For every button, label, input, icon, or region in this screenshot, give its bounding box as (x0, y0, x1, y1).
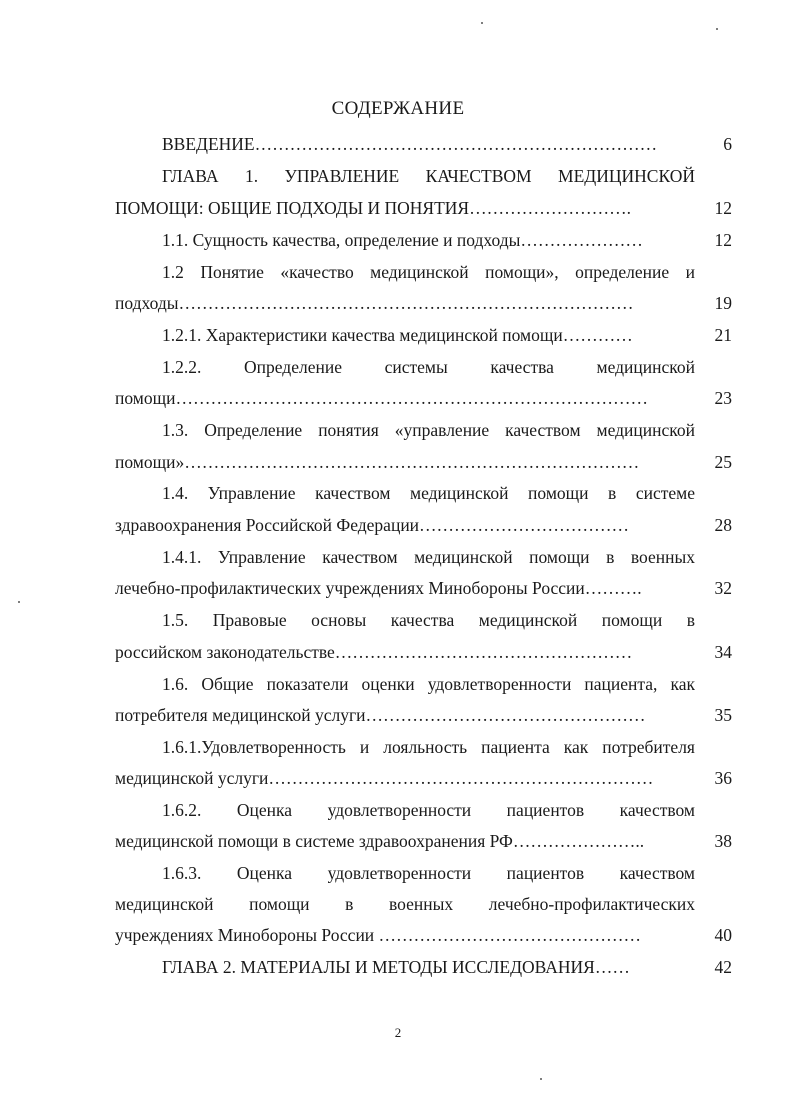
toc-entry-1-4: 1.4. Управление качеством медицинской помощи в системе (162, 483, 695, 503)
toc-entry-1-6-2: 1.6.2. Оценка удовлетворенности пациентов качеством (162, 800, 695, 820)
toc-entry-1-5: 1.5. Правовые основы качества медицинской помощи в (162, 610, 695, 630)
toc-page-number: 12 (714, 230, 732, 250)
toc-entry-1-6-1-cont: медицинской услуги………………………………………………………… (115, 768, 654, 788)
toc-page-number: 42 (714, 957, 732, 977)
toc-page-number: 12 (714, 198, 732, 218)
scan-speck (18, 601, 20, 603)
toc-entry-introduction: ВВЕДЕНИЕ…………………………………………………………… (162, 134, 658, 154)
toc-page-number: 34 (714, 642, 732, 662)
toc-page-number: 40 (714, 925, 732, 945)
toc-entry-1-6-cont: потребителя медицинской услуги………………………………………… (115, 705, 646, 725)
toc-entry-1-6-3-cont: медицинской помощи в военных лечебно-профилактических (115, 894, 695, 914)
toc-entry-1-6-3-cont2: учреждениях Минобороны России ……………………………………… (115, 925, 642, 945)
toc-entry-1-4-1-cont: лечебно-профилактических учреждениях Минобороны России………. (115, 578, 642, 598)
toc-page-number: 36 (714, 768, 732, 788)
toc-page-number: 28 (714, 515, 732, 535)
page-number: 2 (394, 1025, 402, 1040)
toc-entry-1-4-cont: здравоохранения Российской Федерации……………………………… (115, 515, 630, 535)
toc-page-number: 35 (714, 705, 732, 725)
toc-page-number: 21 (714, 325, 732, 345)
scan-speck (716, 28, 718, 30)
toc-entry-1-6-2-cont: медицинской помощи в системе здравоохранения РФ………………….. (115, 831, 645, 851)
toc-entry-1-2-2: 1.2.2. Определение системы качества медицинской (162, 357, 695, 377)
toc-entry-1-3: 1.3. Определение понятия «управление качеством медицинской (162, 420, 695, 440)
toc-entry-1-5-cont: российском законодательстве…………………………………………… (115, 642, 633, 662)
toc-entry-1-2-cont: подходы…………………………………………………………………… (115, 293, 634, 313)
toc-page-number: 38 (714, 831, 732, 851)
toc-entry-chapter-1-cont: ПОМОЩИ: ОБЩИЕ ПОДХОДЫ И ПОНЯТИЯ………………………. (115, 198, 631, 218)
toc-page-number: 23 (714, 388, 732, 408)
toc-entry-chapter-1: ГЛАВА 1. УПРАВЛЕНИЕ КАЧЕСТВОМ МЕДИЦИНСКОЙ (162, 166, 695, 186)
toc-entry-1-4-1: 1.4.1. Управление качеством медицинской помощи в военных (162, 547, 695, 567)
toc-entry-1-2-2-cont: помощи……………………………………………………………………… (115, 388, 648, 408)
toc-entry-1-6-3: 1.6.3. Оценка удовлетворенности пациентов качеством (162, 863, 695, 883)
toc-page-number: 25 (714, 452, 732, 472)
toc-entry-1-2: 1.2 Понятие «качество медицинской помощи», определение и (162, 262, 695, 282)
toc-entry-1-6: 1.6. Общие показатели оценки удовлетворенности пациента, как (162, 674, 695, 694)
page-title: СОДЕРЖАНИЕ (331, 98, 465, 119)
toc-page-number: 6 (723, 134, 732, 154)
toc-entry-1-1: 1.1. Сущность качества, определение и подходы………………… (162, 230, 643, 250)
toc-entry-chapter-2: ГЛАВА 2. МАТЕРИАЛЫ И МЕТОДЫ ИССЛЕДОВАНИЯ…… (162, 957, 630, 977)
toc-entry-1-3-cont: помощи»…………………………………………………………………… (115, 452, 640, 472)
scan-speck (540, 1078, 542, 1080)
scan-speck (481, 22, 483, 24)
toc-entry-1-6-1: 1.6.1.Удовлетворенность и лояльность пациента как потребителя (162, 737, 695, 757)
toc-page-number: 19 (714, 293, 732, 313)
toc-entry-1-2-1: 1.2.1. Характеристики качества медицинской помощи………… (162, 325, 633, 345)
toc-page-number: 32 (714, 578, 732, 598)
